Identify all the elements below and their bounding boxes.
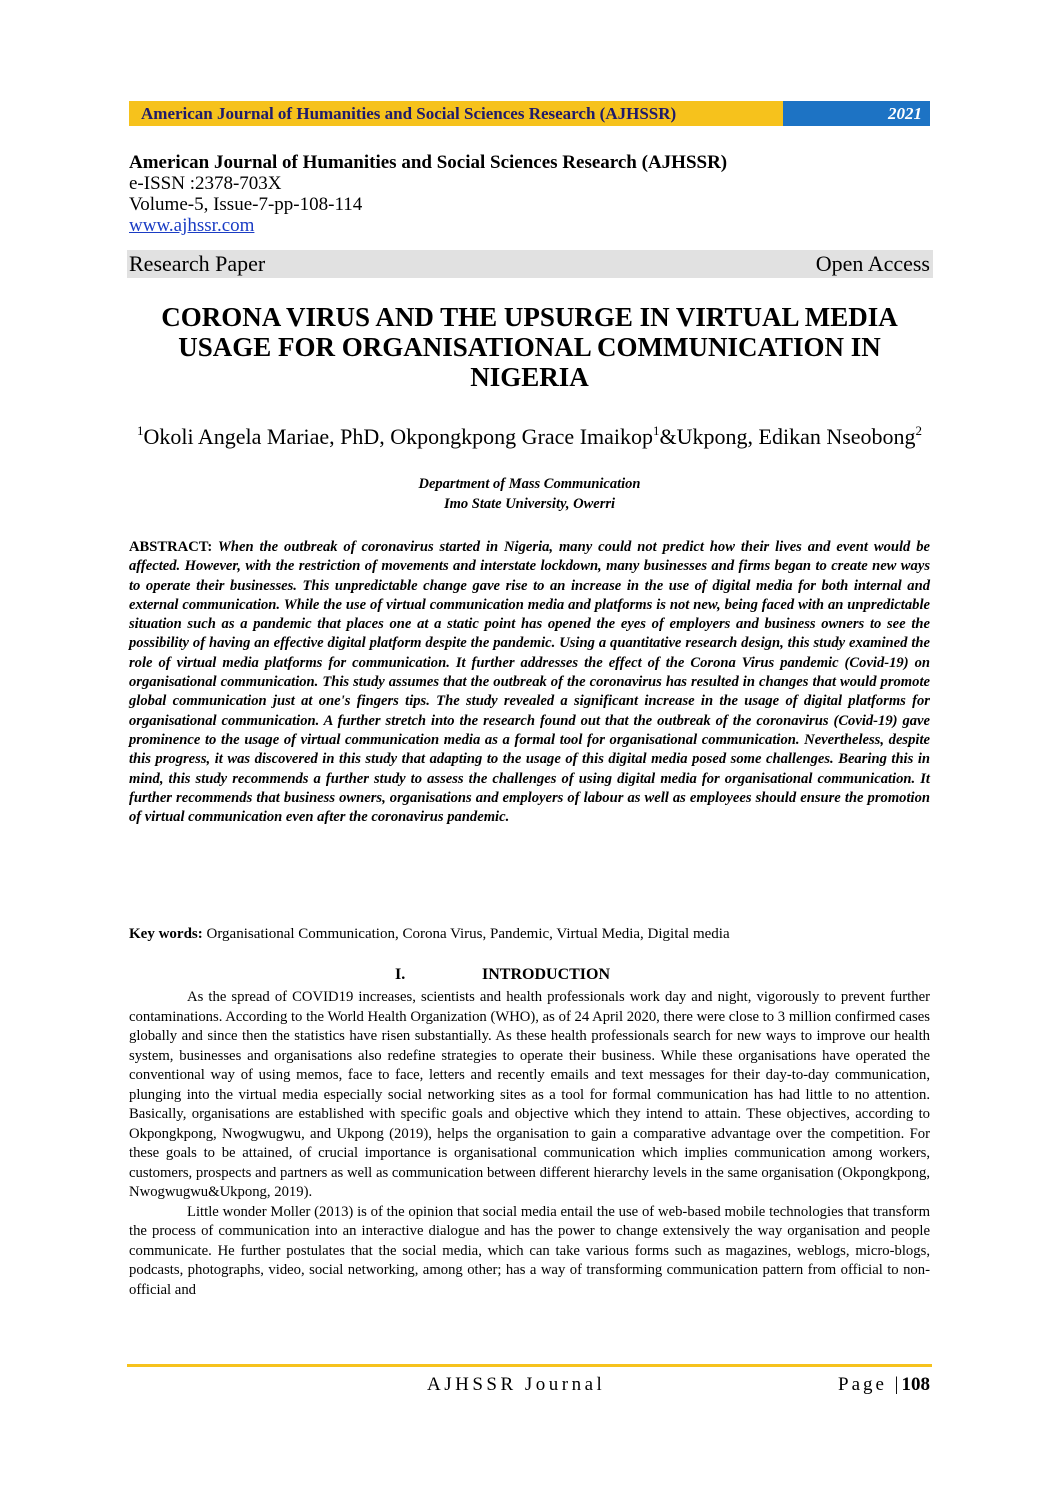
author-sup-3: 2	[915, 423, 923, 438]
paper-title: CORONA VIRUS AND THE UPSURGE IN VIRTUAL MEDIA USAGE FOR ORGANISATIONAL COMMUNICATION IN NIGERIA	[161, 302, 898, 392]
section-title: INTRODUCTION	[482, 966, 611, 983]
abstract-text: When the outbreak of coronavirus started in Nigeria, many could not predict how their lives and event would be affected. However, with the restriction of movements and interstate lockdown, many businesses and firms began to create new ways to operate their businesses. This unpredictable change gave rise to an increase in the use of digital media for both internal and external communication. While the use of virtual communication media and platforms is not new, being faced with an unpredictable situation such as a pandemic that places one at a static point has opened the eyes of employers and business owners to see the possibility of having an effective digital platform despite the pandemic. Using a quantitative research design, this study examined the role of virtual media platforms for communication. It further addresses the effect of the Corona Virus pandemic (Covid-19) on organisational communication. This study assumes that the outbreak of the coronavirus has resulted in changes that would promote global communication just at one's fingers tips. The study revealed a significant increase in the usage of digital platforms for organisational communication. A further stretch into the research found out that the outbreak of the coronavirus (Covid-19) gave prominence to the usage of virtual communication media as a formal tool for organisational communication. Nevertheless, despite this progress, it was discovered in this study that adapting to the usage of this digital media posed some challenges. Bearing this in mind, this study recommends a further study to assess the challenges of using digital media for organisational communication. It further recommends that business owners, organisations and employers of labour as well as employees should ensure the promotion of virtual communication even after the coronavirus pandemic.	[129, 539, 930, 826]
footer-page	[838, 1373, 930, 1397]
author-sup-1: 1	[136, 423, 144, 438]
department: Department of Mass Communication	[418, 476, 641, 492]
section-number: I.	[395, 966, 406, 983]
header-year: 2021	[783, 101, 930, 126]
footer-page-number: 108	[901, 1374, 930, 1395]
authors	[129, 417, 930, 450]
footer-rule	[127, 1364, 932, 1367]
journal-name: American Journal of Humanities and Social Sciences Research (AJHSSR)	[129, 152, 728, 173]
authors-part-1: Okoli Angela Mariae, PhD, Okpongkpong Grace Imaikop	[143, 424, 654, 449]
abstract-label: ABSTRACT:	[129, 539, 213, 555]
keywords	[129, 925, 930, 944]
affiliation	[129, 474, 930, 514]
volume-issue: Volume-5, Issue-7-pp-108-114	[129, 194, 363, 215]
website-link[interactable]: www.ajhssr.com	[129, 215, 255, 236]
paragraph: Little wonder Moller (2013) is of the opinion that social media entail the use of web-based mobile technologies that transform the process of communication into an interactive dialogue and has the power to change extensively the way organisation and people communicate. He further postulates that the social media, which can take various forms such as magazines, weblogs, micro-blogs, podcasts, photographs, video, social networking, among other; has a way of transforming communication pattern from official to non-official and	[129, 1203, 930, 1298]
footer-journal: AJHSSR Journal	[427, 1374, 606, 1395]
university: Imo State University, Owerri	[443, 496, 616, 512]
abstract	[129, 538, 930, 827]
running-header	[129, 101, 930, 126]
body-text	[129, 988, 930, 1300]
header-journal-title: American Journal of Humanities and Social Sciences Research (AJHSSR)	[129, 101, 783, 126]
paper-type-row	[127, 250, 933, 278]
authors-part-2: &Ukpong, Edikan Nseobong	[659, 424, 916, 449]
paper-type: Research Paper	[129, 251, 266, 276]
journal-meta	[129, 152, 930, 236]
keywords-text: Organisational Communication, Corona Virus, Pandemic, Virtual Media, Digital media	[206, 926, 730, 942]
paragraph: As the spread of COVID19 increases, scientists and health professionals work day and night, vigorously to prevent further contaminations. According to the World Health Organization (WHO), as of 24 April 2020, there were close to 3 million confirmed cases globally and since then the statistics have risen substantially. As these health professionals search for new ways to improve our health system, businesses and organisations also redefine strategies to operate their business. While these organisations have operated the conventional way of using memos, face to face, letters and recently emails and text messages for their day-to-day communication, plunging into the virtual media especially social networking sites as a tool for formal communication has had little to no attention. Basically, organisations are established with specific goals and objective which they intend to attain. These objectives, according to Okpongkpong, Nwogwugwu, and Ukpong (2019), helps the organisation to gain a comparative advantage over the competition. For these goals to be attained, of crucial importance is organisational communication which implies communication among workers, customers, prospects and partners as well as communication between different hierarchy levels in the same organisation (Okpongkpong, Nwogwugwu&Ukpong, 2019).	[129, 989, 930, 1200]
author-sup-2: 1	[653, 423, 660, 438]
issn: e-ISSN :2378-703X	[129, 173, 282, 194]
footer-page-label: Page |	[838, 1374, 902, 1395]
access-label: Open Access	[815, 251, 930, 276]
keywords-label: Key words:	[129, 926, 203, 942]
